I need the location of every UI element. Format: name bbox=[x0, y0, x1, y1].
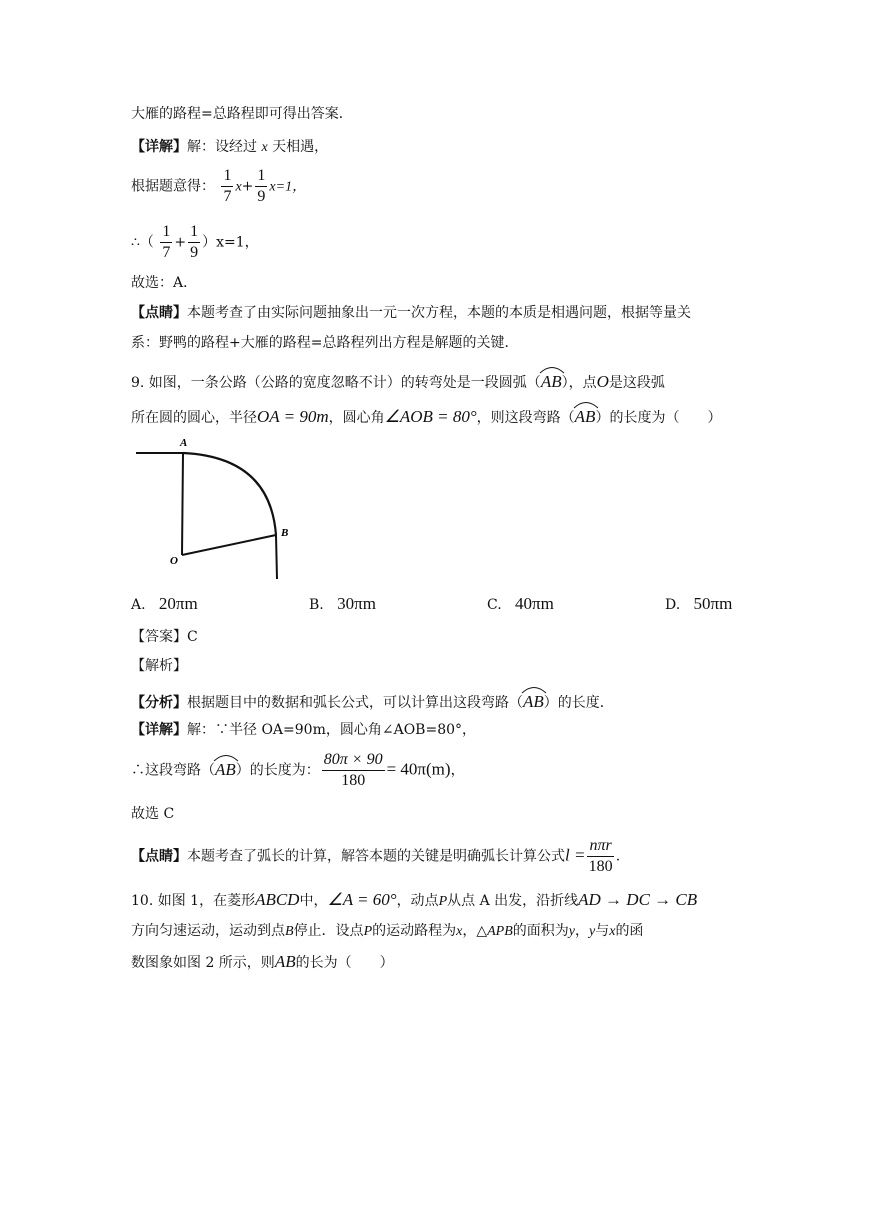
comment-line: 系：野鸭的路程+大雁的路程=总路程列出方程是解题的关键． bbox=[131, 335, 519, 351]
q10-text: 方向匀速运动，运动到点 bbox=[131, 923, 285, 939]
fenxi-tag: 【分析】 bbox=[131, 695, 187, 711]
fenxi-text: 根据题目中的数据和弧长公式，可以计算出这段弯路（ bbox=[187, 695, 523, 711]
q10-text: 中， bbox=[299, 893, 328, 909]
length-fraction bbox=[322, 750, 385, 791]
comment-tag: 【点睛】 bbox=[131, 305, 187, 321]
fraction-den: 9 bbox=[257, 188, 266, 205]
q10-text: 数图象如图 2 所示，则 bbox=[131, 955, 275, 971]
q10-text: 的长为（ ） bbox=[295, 955, 394, 971]
fraction bbox=[221, 166, 233, 207]
q9-text: 是这段弧 bbox=[608, 375, 665, 391]
angle-expr: ∠AOB = 80° bbox=[384, 407, 477, 426]
q10-text: 10. 如图 1，在菱形 bbox=[131, 893, 256, 909]
fraction-num: 1 bbox=[188, 222, 200, 243]
q10-text: ，△ bbox=[462, 923, 488, 939]
q9-text: ）的长度为（ ） bbox=[595, 410, 722, 426]
choice-line: 故选 C bbox=[131, 806, 175, 822]
arc-ab: AB bbox=[215, 754, 236, 780]
q10-text: 停止．设点 bbox=[293, 923, 364, 939]
formula-fraction bbox=[587, 836, 613, 877]
q10-text: 从点 A 出发，沿折线 bbox=[447, 893, 579, 909]
question-9-line2 bbox=[131, 401, 721, 428]
comment-line bbox=[131, 836, 620, 877]
arc-mark-icon bbox=[572, 399, 600, 409]
label-a: A bbox=[180, 437, 188, 449]
arc-ab: AB bbox=[541, 366, 562, 392]
q10-text: 与 bbox=[595, 923, 610, 939]
fenxi-line bbox=[131, 686, 614, 713]
formula-end: . bbox=[615, 848, 621, 865]
text-line: 大雁的路程=总路程即可得出答案． bbox=[131, 106, 353, 122]
fraction bbox=[255, 166, 267, 207]
fraction-den: 7 bbox=[223, 188, 232, 205]
option-a[interactable]: A. 20πm bbox=[131, 594, 198, 613]
equation-tail: x=1， bbox=[269, 179, 307, 195]
detail-line bbox=[131, 137, 328, 158]
option-d[interactable]: D. 50πm bbox=[665, 594, 733, 613]
question-10-line3 bbox=[131, 952, 394, 973]
var-y: y bbox=[568, 924, 575, 939]
question-9-line1 bbox=[131, 366, 665, 393]
detail-tag: 【详解】 bbox=[131, 722, 187, 738]
var-y: y bbox=[589, 924, 596, 939]
answer-line: 【答案】C bbox=[131, 629, 198, 645]
radius-expr: OA = 90m bbox=[257, 407, 329, 426]
fraction-num: 80π × 90 bbox=[322, 750, 385, 771]
detail-text: 天相遇， bbox=[267, 139, 329, 155]
point-o: O bbox=[596, 372, 609, 391]
fraction bbox=[160, 222, 172, 263]
q9-text: ），点 bbox=[561, 375, 597, 391]
option-b[interactable]: B. 30πm bbox=[309, 594, 376, 613]
fraction-den: 9 bbox=[190, 244, 199, 261]
radius-ob bbox=[182, 535, 276, 555]
choice-line: 故选：A． bbox=[131, 275, 198, 291]
point-p: P bbox=[363, 924, 373, 939]
triangle-name: APB bbox=[487, 924, 513, 939]
option-c[interactable]: C. 40πm bbox=[487, 594, 554, 613]
length-end: ， bbox=[450, 762, 465, 779]
equation-line: ∴（ $\frac{1}{7}$ + $\frac{1}{9}$ ）x=1， bbox=[131, 223, 259, 261]
road-figure bbox=[132, 432, 302, 584]
detail-text: 解：∵半径 OA=90m，圆心角∠AOB=80°， bbox=[187, 722, 477, 738]
equation-prefix: 根据题意得： bbox=[131, 178, 215, 195]
road-bottom bbox=[276, 535, 277, 579]
length-line bbox=[131, 750, 465, 791]
arc-ab: AB bbox=[575, 401, 596, 427]
length-result: = 40π(m) bbox=[386, 759, 451, 779]
q9-text: 9. 如图，一条公路（公路的宽度忽略不计）的转弯处是一段圆弧（ bbox=[131, 375, 541, 391]
arc-mark-icon bbox=[538, 364, 566, 374]
arc-mark-icon bbox=[520, 684, 548, 694]
length-text: ）的长度为： bbox=[235, 762, 320, 779]
arc-road bbox=[183, 453, 276, 535]
q10-text: 的运动路程为 bbox=[372, 923, 457, 939]
var-x: x bbox=[456, 924, 463, 939]
comment-tag: 【点睛】 bbox=[131, 848, 187, 865]
radius-oa bbox=[182, 453, 183, 555]
therefore-text: ∴（ bbox=[131, 234, 154, 251]
length-text: ∴这段弯路（ bbox=[131, 762, 215, 779]
question-10-line1 bbox=[131, 890, 697, 912]
q9-text: ，圆心角 bbox=[328, 410, 385, 426]
rhombus-name: ABCD bbox=[255, 890, 300, 909]
angle-expr: ∠A = 60° bbox=[327, 890, 397, 909]
q9-text: 所在圆的圆心，半径 bbox=[131, 410, 257, 426]
analysis-line: 【解析】 bbox=[131, 658, 187, 674]
question-10-line2 bbox=[131, 921, 643, 942]
var-x: x bbox=[261, 140, 268, 155]
segment-ab: AB bbox=[274, 952, 296, 971]
point-b: B bbox=[285, 924, 294, 939]
equation-line: 根据题意得： $\frac{1}{7}$ x+ $\frac{1}{9}$ x=1， bbox=[131, 167, 307, 205]
equation-tail: ）x=1， bbox=[202, 234, 259, 251]
fraction-num: 1 bbox=[255, 166, 267, 187]
fenxi-text: ）的长度． bbox=[543, 695, 614, 711]
fraction-num: nπr bbox=[587, 836, 613, 857]
fraction-den: 7 bbox=[162, 244, 171, 261]
q10-text: 的面积为 bbox=[512, 923, 569, 939]
arc-mark-icon bbox=[212, 752, 240, 762]
comment-text: 本题考查了弧长的计算，解答本题的关键是明确弧长计算公式 bbox=[187, 848, 565, 865]
q10-text: ，动点 bbox=[396, 893, 439, 909]
label-b: B bbox=[281, 527, 289, 539]
comment-text: 本题考查了由实际问题抽象出一元一次方程，本题的本质是相遇问题，根据等量关 bbox=[187, 305, 691, 321]
detail-line bbox=[131, 720, 476, 740]
arc-ab: AB bbox=[523, 686, 544, 712]
point-p: P bbox=[438, 894, 448, 909]
var-x: x bbox=[609, 924, 616, 939]
formula-l: l = bbox=[565, 845, 586, 865]
fraction bbox=[188, 222, 200, 263]
q10-text: ， bbox=[575, 923, 589, 939]
fraction-den: 180 bbox=[588, 858, 613, 875]
comment-line bbox=[131, 303, 691, 323]
fraction-num: 1 bbox=[160, 222, 172, 243]
label-o: O bbox=[170, 555, 178, 567]
q10-text: 的函 bbox=[615, 923, 644, 939]
fraction-num: 1 bbox=[221, 166, 233, 187]
detail-tag: 【详解】 bbox=[131, 139, 187, 155]
path-expr: AD → DC → CB bbox=[578, 890, 698, 909]
q9-text: ，则这段弯路（ bbox=[476, 410, 575, 426]
detail-text: 解：设经过 bbox=[187, 139, 262, 155]
fraction-den: 180 bbox=[341, 772, 366, 789]
